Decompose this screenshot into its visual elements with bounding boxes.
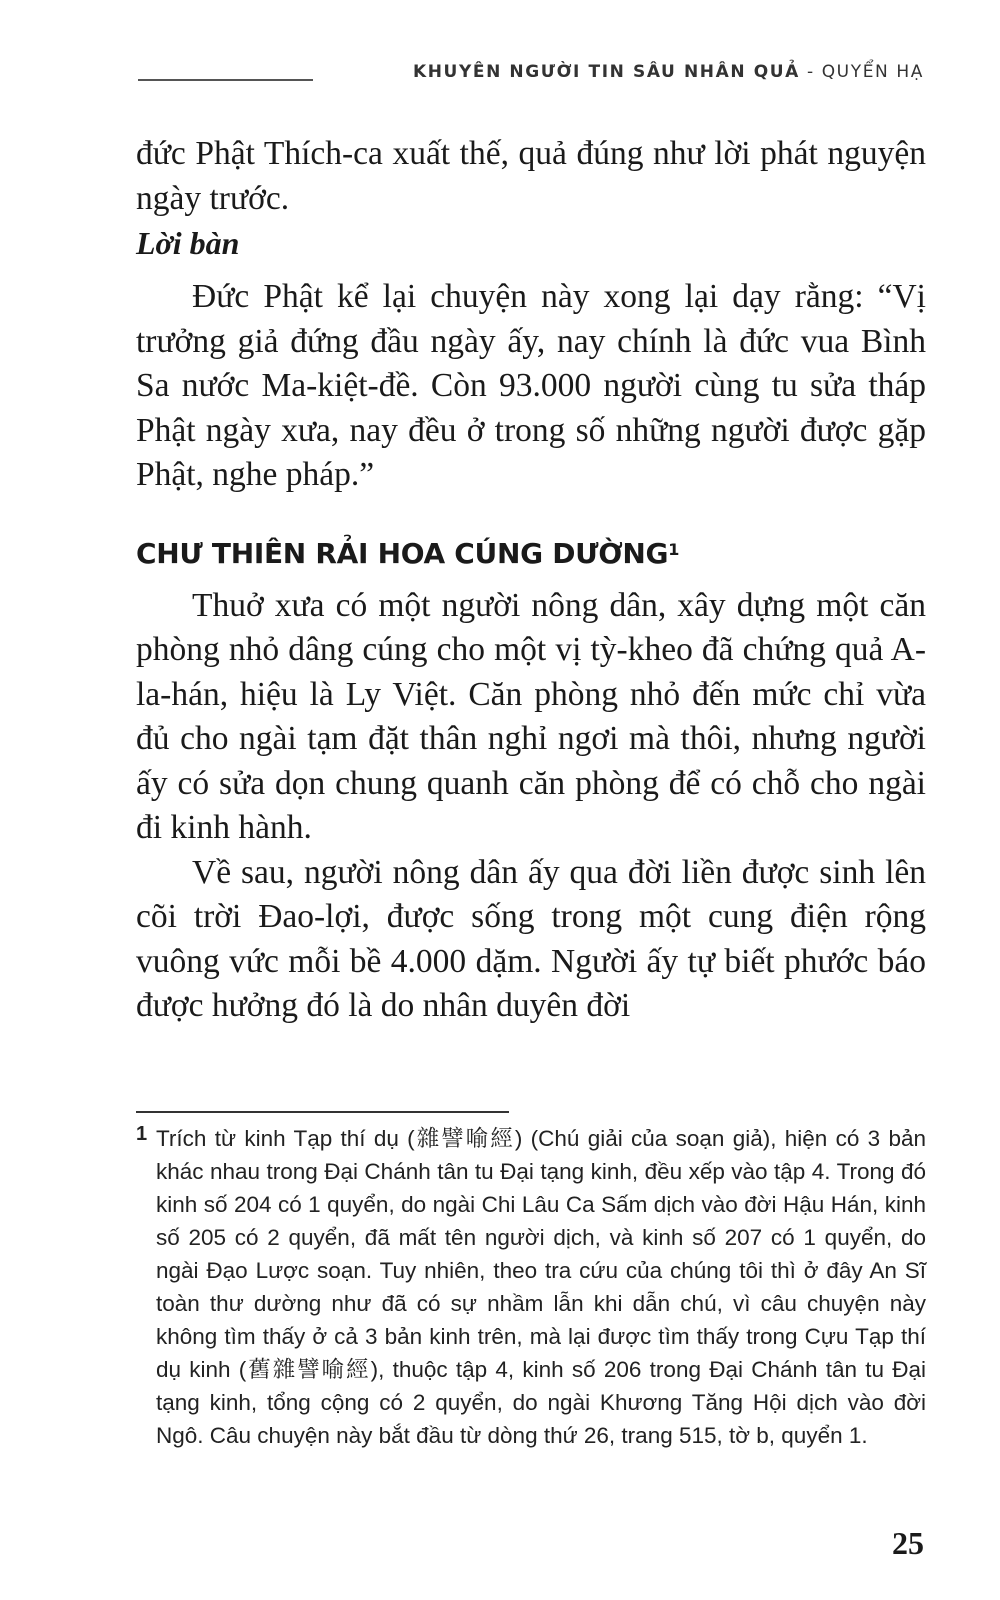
footnote-mark: 1 — [136, 1123, 148, 1145]
page-number: 25 — [892, 1525, 924, 1561]
lead-paragraph: đức Phật Thích-ca xuất thế, quả đúng như lời phát nguyện ngày trước. — [136, 135, 926, 217]
section-title-text: CHƯ THIÊN RẢI HOA CÚNG DƯỜNG — [136, 536, 669, 570]
page-body — [136, 132, 926, 1029]
footnote-reference[interactable]: 1 — [668, 539, 680, 559]
header-rule — [138, 79, 313, 81]
commentary-heading: Lời bàn — [136, 225, 240, 261]
story-paragraph-2: Về sau, người nông dân ấy qua đời liền được sinh lên cõi trời Đao-lợi, được sống trong một cung điện rộng vuông vức mỗi bề 4.000 dặm. Người ấy tự biết phước báo được hưởng đó là do nhân duyên đời — [136, 853, 926, 1024]
header-separator: - — [799, 62, 822, 82]
footnote-rule — [136, 1111, 509, 1113]
volume-label: QUYỂN HẠ — [821, 62, 924, 82]
running-header — [138, 58, 924, 88]
book-title: KHUYÊN NGƯỜI TIN SÂU NHÂN QUẢ — [412, 62, 800, 82]
header-text — [413, 62, 924, 82]
footnote — [136, 1122, 926, 1452]
commentary-paragraph: Đức Phật kể lại chuyện này xong lại dạy rằng: “Vị trưởng giả đứng đầu ngày ấy, nay chính là đức vua Bình Sa nước Ma-kiệt-đề. Còn 93.000 người cùng tu sửa tháp Phật ngày xưa, nay đều ở trong số những người được gặp Phật, nghe pháp.” — [136, 278, 926, 493]
section-title — [136, 534, 926, 574]
story-paragraph-1: Thuở xưa có một người nông dân, xây dựng một căn phòng nhỏ dâng cúng cho một vị tỳ-kheo đã chứng quả A-la-hán, hiệu là Ly Việt. Căn phòng nhỏ đến mức chỉ vừa đủ cho ngài tạm đặt thân nghỉ ngơi mà thôi, nhưng người ấy có sửa dọn chung quanh căn phòng để có chỗ cho ngài đi kinh hành. — [136, 586, 926, 846]
footnote-text: Trích từ kinh Tạp thí dụ (雜譬喻經) (Chú giải của soạn giả), hiện có 3 bản khác nhau trong Đại Chánh tân tu Đại tạng kinh, đều xếp vào tập 4. Trong đó kinh số 204 có 1 quyển, do ngài Chi Lâu Ca Sấm dịch vào đời Hậu Hán, kinh số 205 có 2 quyển, đã mất tên người dịch, và kinh số 207 có 1 quyển, do ngài Đạo Lược soạn. Tuy nhiên, theo tra cứu của chúng tôi thì ở đây An Sĩ toàn thư dường như đã có sự nhầm lẫn khi dẫn chú, vì câu chuyện này không tìm thấy ở cả 3 bản kinh trên, mà lại được tìm thấy trong Cựu Tạp thí dụ kinh (舊雜譬喻經), thuộc tập 4, kinh số 206 trong Đại Chánh tân tu Đại tạng kinh, tổng cộng có 2 quyển, do ngài Khương Tăng Hội dịch vào đời Ngô. Câu chuyện này bắt đầu từ dòng thứ 26, trang 515, tờ b, quyển 1. — [156, 1126, 926, 1448]
